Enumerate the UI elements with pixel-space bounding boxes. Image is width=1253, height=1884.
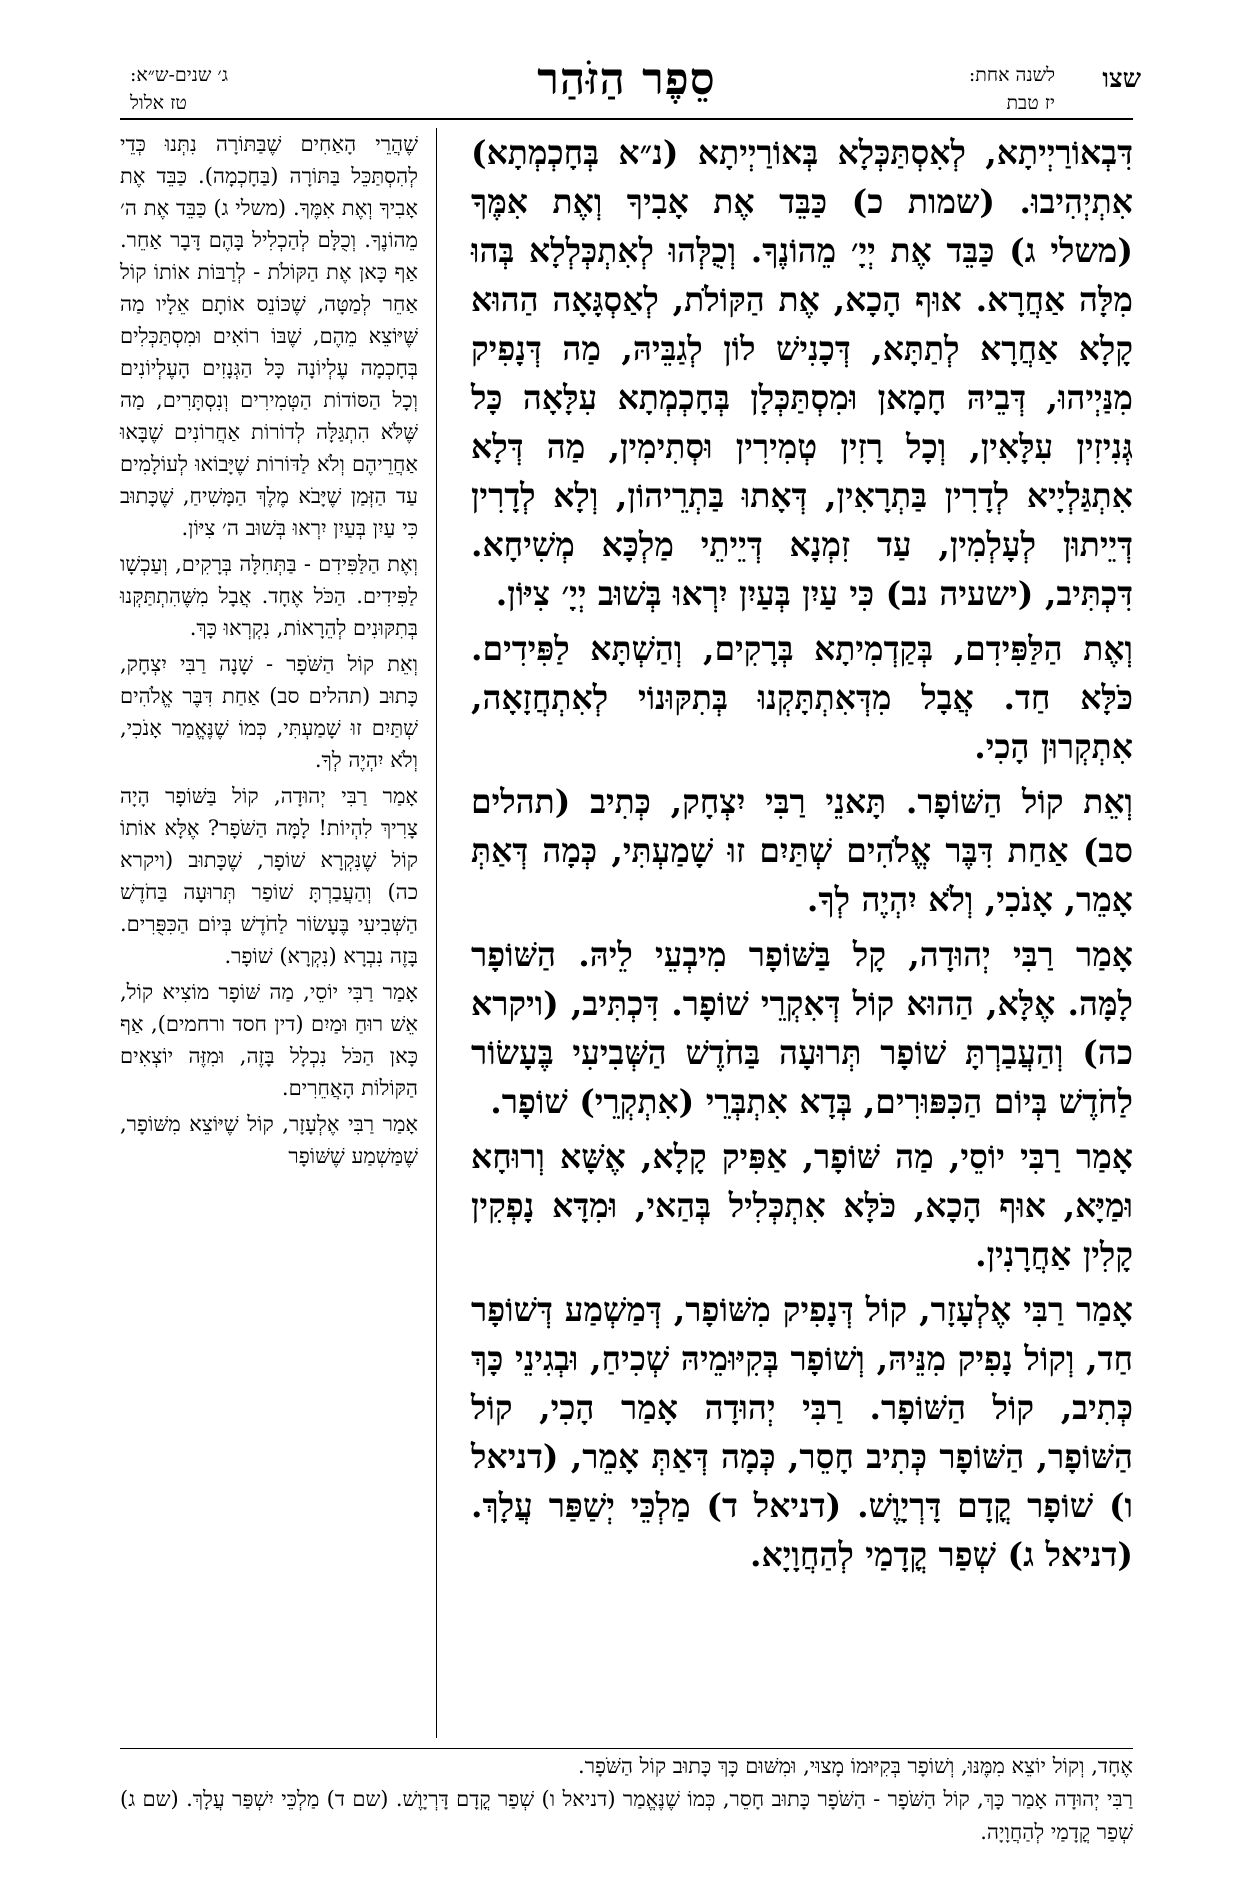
translation-continuation [120, 1750, 1133, 1849]
column-divider [436, 128, 437, 1738]
main-paragraph: אָמַר רַבִּי יְהוּדָה, קָל בַּשּׁוֹפָר מִיבְעֵי לֵיהּ. הַשּׁוֹפָר לָמָּה. אֶלָּא, הַהוּא קוֹל דְּאִקְרֵי שׁוֹפָר. דִּכְתִּיב, (ויקרא כה) וְהַעֲבַרְתָּ שׁוֹפָר תְּרוּעָה בַּחֹדֶשׁ הַשְּׁבִיעִי בֶּעָשׂוֹר לַחֹדֶשׁ בְּיוֹם הַכִּפּוּרִים, בְּדָא אִתְבְּרֵי (אִתְקְרֵי) שׁוֹפָר. [471, 935, 1133, 1121]
side-paragraph: אָמַר רַבִּי יוֹסֵי, מַה שּׁוֹפָר מוֹצִיא קוֹל, אֵשׁ רוּחַ וּמַיִם (דין חסד ורחמים), אַף כָּאן הַכֹּל נִכְלָל בָּזֶה, וּמִזֶּה יוֹצְאִים הַקּוֹלוֹת הָאֲחֵרִים. [120, 980, 418, 1100]
header-right-line2: יז טבת [1006, 92, 1055, 114]
side-paragraph: אָמַר רַבִּי אֶלְעָזָר, קוֹל שֶׁיּוֹצֵא מִשּׁוֹפָר, שֶׁמַּשְׁמַע שֶׁשּׁוֹפָר [120, 1112, 418, 1168]
main-paragraph: דִּבְאוֹרַיְיתָא, לְאִסְתַּכְּלָא בְּאוֹרַיְיתָא (נ״א בְּחָכְמְתָא) אִתְיְהִיבוּ. (שמות כ) כַּבֵּד אֶת אָבִיךָ וְאֶת אִמֶּךָ (משלי ג) כַּבֵּד אֶת יְיָ׳ מֵהוֹנֶךָ. וְכֻלְּהוּ לְאִתְכְּלְלָא בְּהוּ מִלָּה אַחֲרָא. אוּף הָכָא, אֶת הַקּוֹלֹת, לְאַסְגָּאָה הַהוּא קָלָא אַחֲרָא לְתַתָּא, דְּכָנִישׁ לוֹן לְגַבֵּיהּ, מַה דְּנָפִיק מִנַּיְיהוּ, דְּבֵיהּ חָמָאן וּמִסְתַּכְּלָן בְּחָכְמְתָא עִלָּאָה כָּל גְּנִיזִין עִלָּאִין, וְכָל רָזִין טְמִירִין וּסְתִימִין, מַה דְּלָא אִתְגַּלְיָיא לְדָרִין בַּתְרָאִין, דְּאָתוּ בַּתְרֵיהוֹן, וְלָא לְדָרִין דְּיֵיתוּן לְעָלְמִין, עַד זִמְנָא דְּיֵיתֵי מַלְכָּא מְשִׁיחָא. דִּכְתִּיב, (ישעיה נב) כִּי עַיִן בְּעַיִן יִרְאוּ בְּשׁוּב יְיָ׳ צִיּוֹן. [471, 133, 1133, 613]
header-rule [120, 118, 1133, 120]
main-paragraph: אָמַר רַבִּי אֶלְעָזָר, קוֹל דְּנָפִיק מִשּׁוֹפָר, דְּמַשְׁמַע דְּשׁוֹפָר חַד, וְקוֹל נָפִיק מִנֵּיהּ, וְשׁוֹפָר בְּקִיּוּמֵיהּ שְׁכִיחַ, וּבְגִינֵי כָּךְ כְּתִיב, קוֹל הַשּׁוֹפָר. רַבִּי יְהוּדָה אָמַר הָכִי, קוֹל הַשּׁוֹפָר, הַשּׁוֹפָר כְּתִיב חָסֵר, כְּמָה דְּאַתְּ אָמֵר, (דניאל ו) שׁוֹפָר קֳדָם דָּרְיָוֶשׁ. (דניאל ד) מַלְכֵּי יְשַׁפַּר עֲלָךְ. (דניאל ג) שְׁפַר קֳדָמַי לְהַחֲוָיָא. [471, 1290, 1133, 1574]
main-paragraph: וְאֵת קוֹל הַשּׁוֹפָר. תָּאנֵי רַבִּי יִצְחָק, כְּתִיב (תהלים סב) אַחַת דִּבֶּר אֱלֹהִים שְׁתַּיִם זוּ שָׁמַעְתִּי, כְּמָה דְּאַתְּ אָמֵר, אָנֹכִי, וְלֹא יִהְיֶה לְךָ. [471, 782, 1133, 919]
page-header [120, 54, 1141, 116]
header-left-line1: ג׳ שנים-ש״א: [130, 64, 229, 86]
header-left-line2: טז אלול [130, 92, 187, 114]
main-paragraph: וְאֶת הַלַּפִּידִם, בְּקַדְמִיתָא בְּרָקִים, וְהַשְׁתָּא לַפִּידִים. כֹּלָּא חַד. אֲבָל מִדְּאִתְתָּקְנוּ בְּתִקּוּנוֹי לְאִתְחֲזָאָה, אִתְקְרוּן הָכִי. [471, 629, 1133, 766]
main-paragraph: אָמַר רַבִּי יוֹסֵי, מַה שּׁוֹפָר, אַפִּיק קָלָא, אֶשָּׁא וְרוּחָא וּמַיָּא, אוּף הָכָא, כֹּלָּא אִתְכְּלִיל בְּהַאי, וּמִדָּא נָפְקִין קָלִין אַחֲרָנִין. [471, 1137, 1133, 1274]
book-title: סֵפֶר הַזֹּהַר [537, 54, 716, 105]
side-paragraph: וְאֵת קוֹל הַשֹּׁפָר - שָׁנָה רַבִּי יִצְחָק, כָּתוּב (תהלים סב) אַחַת דִּבֶּר אֱלֹהִים שְׁתַּיִם זוּ שָׁמַעְתִּי, כְּמוֹ שֶׁנֶּאֱמַר אָנֹכִי, וְלֹא יִהְיֶה לְךָ. [120, 652, 418, 772]
side-paragraph: אָמַר רַבִּי יְהוּדָה, קוֹל בַּשּׁוֹפָר הָיָה צָרִיךְ לִהְיוֹת! לָמָּה הַשֹּׁפָר? אֶלָּא אוֹתוֹ קוֹל שֶׁנִּקְרָא שׁוֹפָר, שֶׁכָּתוּב (ויקרא כה) וְהַעֲבַרְתָּ שׁוֹפַר תְּרוּעָה בַּחֹדֶשׁ הַשְּׁבִיעִי בֶּעָשׂוֹר לַחֹדֶשׁ בְּיוֹם הַכִּפֻּרִים. בָּזֶה נִבְרָא (נִקְרָא) שׁוֹפָר. [120, 784, 418, 968]
page-number: שצו [1102, 64, 1141, 94]
text-columns [120, 128, 1133, 1738]
side-paragraph: וְאֶת הַלַּפִּידִם - בַּתְּחִלָּה בְּרָקִים, וְעַכְשָׁו לַפִּידִים. הַכֹּל אֶחָד. אֲבָל מִשֶּׁהִתְתַּקְּנוּ בְּתִקּוּנִים לְהֵרָאוֹת, נִקְרְאוּ כָּךְ. [120, 552, 418, 640]
side-paragraph: שֶׁהֲרֵי הָאַחִים שֶׁבַּתּוֹרָה נִתְּנוּ כְּדֵי לְהִסְתַּכֵּל בַּתּוֹרָה (בַּחָכְמָה). כַּבֵּד אֶת אָבִיךָ וְאֶת אִמֶּךָ. (משלי ג) כַּבֵּד אֶת ה׳ מֵהוֹנֶךָ. וְכֻלָּם לְהַכְלִיל בָּהֶם דָּבָר אַחֵר. אַף כָּאן אֶת הַקּוֹלֹת - לְרַבּוֹת אוֹתוֹ קוֹל אַחֵר לְמַטָּה, שֶׁכּוֹנֵס אוֹתָם אֵלָיו מַה שֶּׁיּוֹצֵא מֵהֶם, שֶׁבּוֹ רוֹאִים וּמִסְתַּכְּלִים בְּחָכְמָה עֶלְיוֹנָה כָּל הַגְּנָזִים הָעֶלְיוֹנִים וְכָל הַסּוֹדוֹת הַטְּמִירִים וְנִסְתָּרִים, מַה שֶּׁלֹּא הִתְגַּלָּה לְדוֹרוֹת אַחֲרוֹנִים שֶׁבָּאוּ אַחֲרֵיהֶם וְלֹא לַדּוֹרוֹת שֶׁיָּבוֹאוּ לְעוֹלָמִים עַד הַזְּמַן שֶׁיָּבֹא מֶלֶךְ הַמָּשִׁיחַ, שֶׁכָּתוּב כִּי עַיִן בְּעַיִן יִרְאוּ בְּשׁוּב ה׳ צִיּוֹן. [120, 132, 418, 540]
header-right-line1: לשנה אחת: [968, 64, 1055, 86]
hebrew-translation-column [120, 128, 418, 1738]
footer-rule [120, 1748, 1133, 1749]
aramaic-column [471, 128, 1133, 1738]
footer-line: אֶחָד, וְקוֹל יוֹצֵא מִמֶּנּוּ, וְשׁוֹפָר בְּקִיּוּמוֹ מָצוּי, וּמִשּׁוּם כָּךְ כָּתוּב קוֹל הַשֹּׁפָר. [578, 1754, 1133, 1778]
footer-line: רַבִּי יְהוּדָה אָמַר כָּךְ, קוֹל הַשֹּׁפָר - הַשֹּׁפָר כָּתוּב חָסֵר, כְּמוֹ שֶׁנֶּאֱמַר (דניאל ו) שְׁפַר קֳדָם דָּרְיָוֶשׁ. (שם ד) מַלְכֵּי יִשְׁפַּר עֲלָךְ. (שם ג) שְׁפַר קֳדָמַי לְהַחֲוָיָה. [120, 1787, 1133, 1844]
